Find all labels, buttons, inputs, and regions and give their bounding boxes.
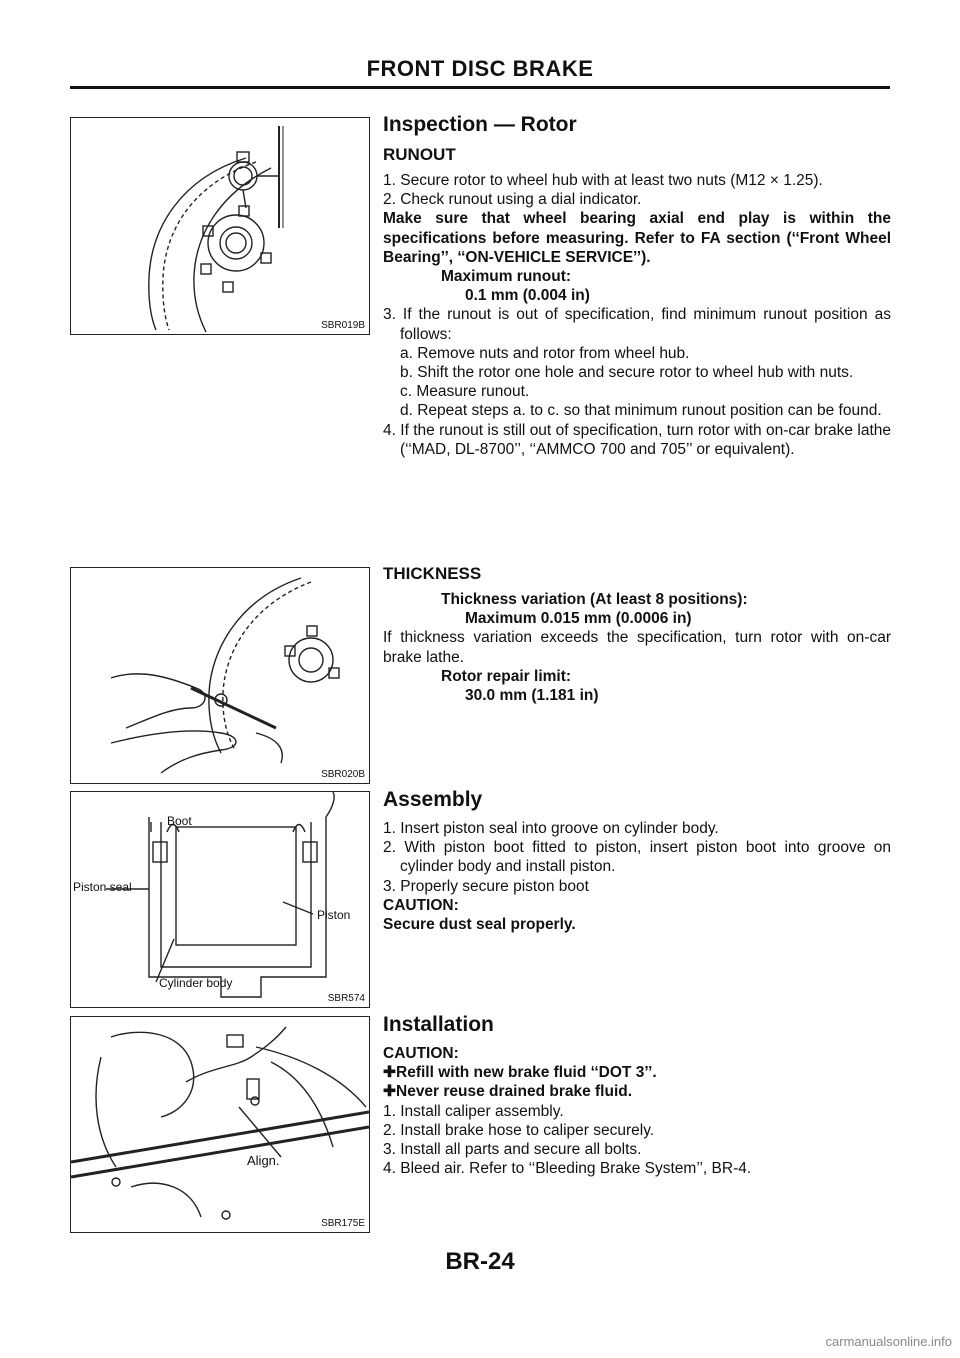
- figure-assembly: [70, 791, 370, 1008]
- section-title: Installation: [383, 1013, 494, 1036]
- section-assembly: [383, 787, 891, 934]
- header-rule: [70, 86, 890, 89]
- spec-value: 30.0 mm (1.181 in): [465, 687, 599, 705]
- section-rotor-inspection: [383, 112, 891, 459]
- step-text: 1. Secure rotor to wheel hub with at least two nuts (M12 × 1.25).: [383, 172, 823, 189]
- figure-rotor-runout: [70, 117, 370, 335]
- subsection-title: THICKNESS: [383, 564, 482, 583]
- label-align: Align.: [247, 1153, 280, 1168]
- section-thickness: [383, 563, 891, 705]
- spec-label: Rotor repair limit:: [441, 667, 572, 685]
- figure-code: SBR574: [327, 993, 365, 1004]
- step-text: 1. Install caliper assembly.: [383, 1102, 564, 1120]
- figure-code: SBR175E: [321, 1218, 365, 1229]
- substep-text: a. Remove nuts and rotor from wheel hub.: [400, 344, 690, 362]
- label-boot: Boot: [167, 814, 192, 828]
- substep-text: b. Shift the rotor one hole and secure rotor to wheel hub with nuts.: [400, 364, 854, 382]
- spec-label: Maximum runout:: [441, 268, 572, 286]
- step-text: 1. Insert piston seal into groove on cylinder body.: [383, 820, 719, 837]
- page-header-title: FRONT DISC BRAKE: [366, 56, 594, 81]
- label-piston-seal: Piston seal: [73, 880, 132, 894]
- substep-text: c. Measure runout.: [400, 383, 530, 401]
- caution-text: Secure dust seal properly.: [383, 916, 576, 934]
- figure-installation: [70, 1016, 370, 1233]
- section-title: Inspection — Rotor: [383, 113, 577, 136]
- spec-value: Maximum 0.015 mm (0.0006 in): [465, 610, 692, 628]
- step-text: 2. With piston boot fitted to piston, insert piston boot into groove on cylinder body and install piston.: [383, 839, 891, 876]
- label-cylinder-body: Cylinder body: [159, 976, 233, 990]
- rotor-runout-illustration: [71, 118, 369, 334]
- figure-code: SBR020B: [321, 769, 365, 780]
- bullet-cross-icon: ✚: [383, 1083, 396, 1101]
- assembly-illustration: [71, 792, 369, 1007]
- step-text: 3. Properly secure piston boot: [383, 877, 589, 895]
- step-text: 2. Check runout using a dial indicator.: [383, 191, 642, 209]
- spec-value: 0.1 mm (0.004 in): [465, 287, 590, 305]
- step-text: 3. If the runout is out of specification, find minimum runout position as follows:: [383, 306, 891, 343]
- figure-thickness: [70, 567, 370, 784]
- step-text: 4. Bleed air. Refer to ‘‘Bleeding Brake System’’, BR-4.: [383, 1160, 752, 1178]
- step-text: 2. Install brake hose to caliper securely.: [383, 1121, 655, 1139]
- thickness-illustration: [71, 568, 369, 783]
- spec-label: Thickness variation (At least 8 positions):: [441, 591, 748, 608]
- page-number: BR-24: [445, 1248, 515, 1275]
- bullet-text: Refill with new brake fluid ‘‘DOT 3’’.: [396, 1064, 657, 1082]
- caution-bullet: [383, 1063, 891, 1082]
- figure-code: SBR019B: [321, 320, 365, 331]
- substep-text: d. Repeat steps a. to c. so that minimum runout position can be found.: [400, 402, 882, 420]
- section-installation: [383, 1012, 891, 1178]
- bullet-text: Never reuse drained brake fluid.: [396, 1083, 633, 1101]
- section-title: Assembly: [383, 788, 483, 811]
- subsection-title: RUNOUT: [383, 145, 456, 164]
- installation-illustration: [71, 1017, 369, 1232]
- caution-label: CAUTION:: [383, 896, 459, 914]
- caution-bullet: [383, 1082, 891, 1101]
- body-text: If thickness variation exceeds the specification, turn rotor with on-car brake lathe.: [383, 629, 891, 666]
- watermark: carmanualsonline.info: [825, 1334, 952, 1349]
- step-text: 4. If the runout is still out of specification, turn rotor with on-car brake lathe (‘‘MAD, DL-8700’’, ‘‘AMMCO 700 and 705’’ or equivalent).: [383, 421, 891, 458]
- note-text: Make sure that wheel bearing axial end play is within the specifications before measuring. Refer to FA section (‘‘Front Wheel Bearing’’, ‘‘ON-VEHICLE SERVICE’’).: [383, 210, 891, 266]
- label-piston: Piston: [317, 908, 351, 922]
- bullet-cross-icon: ✚: [383, 1064, 396, 1082]
- step-text: 3. Install all parts and secure all bolts.: [383, 1141, 642, 1159]
- caution-label: CAUTION:: [383, 1045, 459, 1062]
